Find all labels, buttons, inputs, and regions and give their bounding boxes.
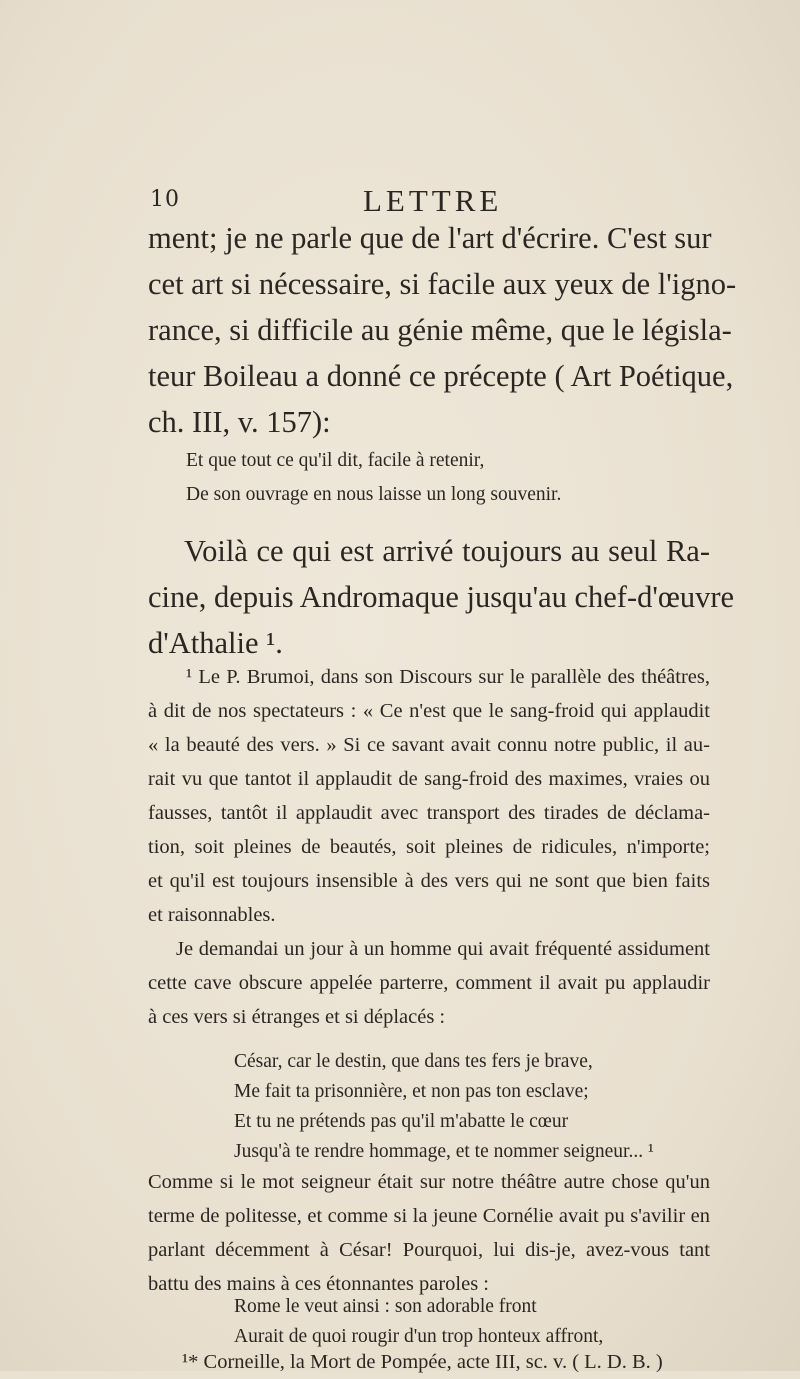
footnote-line: ¹* Corneille, la Mort de Pompée, acte III, sc. v. ( L. D. B. ) [182,1351,663,1373]
footnote-verse-2 [148,1292,796,1352]
footnote-line: rait vu que tantot il applaudit de sang-froid des maximes, vraies ou [148,768,710,790]
footnote-line: et qu'il est toujours insensible à des vers qui ne sont que bien faits [148,870,710,892]
text-line: teur Boileau a donné ce précepte ( Art Poétique, [148,359,734,393]
text-line: cine, depuis Andromaque jusqu'au chef-d'œuvre [148,580,735,614]
verse-line: César, car le destin, que dans tes fers je brave, [234,1051,593,1072]
footnote-line: à ces vers si étranges et si déplacés : [148,1006,446,1028]
footnote-line: cette cave obscure appelée parterre, comment il avait pu applaudir [148,972,710,994]
verse-line: Aurait de quoi rougir d'un trop honteux affront, [234,1326,604,1347]
footnote-line: parlant décemment à César! Pourquoi, lui dis-je, avez-vous tant [148,1239,710,1261]
verse-line: Jusqu'à te rendre hommage, et te nommer seigneur... ¹ [234,1141,654,1162]
footnote [148,660,710,1034]
verse-line: Et que tout ce qu'il dit, facile à retenir, [186,450,485,471]
sub-footnote [148,1345,710,1379]
footnote-line: terme de politesse, et comme si la jeune Cornélie avait pu s'avilir en [148,1205,710,1227]
paragraph-1 [148,215,737,445]
text-line: cet art si nécessaire, si facile aux yeux de l'igno- [148,267,737,301]
verse-line: Me fait ta prisonnière, et non pas ton esclave; [234,1081,589,1102]
verse-line: De son ouvrage en nous laisse un long souvenir. [186,484,562,505]
text-line: Voilà ce qui est arrivé toujours au seul Ra- [184,534,710,568]
footnote-line: tion, soit pleines de beautés, soit pleines de ridicules, n'importe; [148,836,710,858]
footnote-line: à dit de nos spectateurs : « Ce n'est que le sang-froid qui applaudit [148,700,710,722]
footnote-line: « la beauté des vers. » Si ce savant avait connu notre public, il au- [148,734,710,756]
footnote-line: Je demandai un jour à un homme qui avait fréquenté assidument [176,938,710,960]
text-line: ment; je ne parle que de l'art d'écrire. C'est sur [148,221,712,255]
verse-line: Rome le veut ainsi : son adorable front [234,1296,537,1317]
footnote-continued [148,1165,710,1301]
paragraph-2 [148,528,735,666]
text-line: d'Athalie ¹. [148,626,283,660]
running-title: LETTRE [363,183,503,218]
verse-line: Et tu ne prétends pas qu'il m'abatte le cœur [234,1111,569,1132]
footnote-line: ¹ Le P. Brumoi, dans son Discours sur le parallèle des théâtres, [186,666,710,688]
footnote-verse-1 [148,1047,796,1167]
footnote-line: et raisonnables. [148,904,276,926]
quote-boileau [148,444,748,512]
text-line: rance, si difficile au génie même, que le législa- [148,313,732,347]
page-number: 10 [150,187,180,212]
footnote-line: fausses, tantôt il applaudit avec transport des tirades de déclama- [148,802,710,824]
footnote-line: battu des mains à ces étonnantes paroles : [148,1273,489,1295]
text-line: ch. III, v. 157): [148,405,331,439]
footnote-line: Comme si le mot seigneur était sur notre théâtre autre chose qu'un [148,1171,710,1193]
